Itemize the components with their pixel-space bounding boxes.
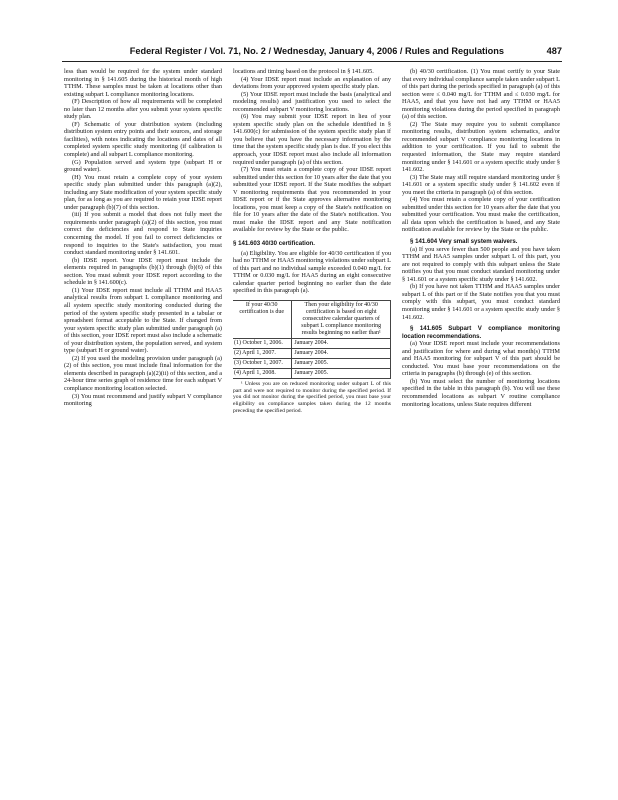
paragraph: (a) Your IDSE report must include your recommendations and justification for where and during what month(s) TTHM and HAA5 monitoring for subpart V of this part should be conducted. You must base your recommendations on the criteria in paragraphs (b) through (e) of this section. bbox=[402, 340, 560, 378]
column-2 bbox=[233, 68, 391, 768]
paragraph: (a) If you serve fewer than 500 people and you have taken TTHM and HAA5 samples under subpart L of this part, you are not required to comply with this subpart unless the State notifies you that you must conduct standard monitoring under § 141.601 or a system specific study under § 141.602. bbox=[402, 245, 560, 283]
column-3 bbox=[402, 68, 560, 768]
paragraph: (a) Eligibility. You are eligible for 40/30 certification if you had no TTHM or HAA5 monitoring violations under subpart L of this part and no individual sample exceeded 0.040 mg/L for TTHM or 0.030 mg/L for HAA5 during an eight consecutive calendar quarter period beginning no earlier than the date specified in this paragraph (a). bbox=[233, 249, 391, 295]
paragraph: (G) Population served and system type (subpart H or ground water). bbox=[64, 158, 222, 174]
paragraph: (F) Schematic of your distribution system (including distribution system entry points and their sources, and storage facilities), with notes indicating the locations and dates of all completed system specific study monitoring (if calibration is complete) and all subpart L compliance monitoring. bbox=[64, 120, 222, 159]
column-1 bbox=[64, 68, 222, 768]
paragraph: (4) You must retain a complete copy of your certification submitted under this section for 10 years after the date that you submitted your certification. You must make the certification, all data upon which the certification is based, and any State notification available for review by the State or the public. bbox=[402, 196, 560, 234]
paragraph: (F) Description of how all requirements will be completed no later than 12 months after you submit your system specific study plan. bbox=[64, 98, 222, 121]
table-row bbox=[233, 348, 391, 358]
header-rule bbox=[62, 61, 562, 62]
paragraph: (6) You may submit your IDSE report in lieu of your system specific study plan on the schedule identified in § 141.600(c) for submission of the system specific study plan if you believe that you have the necessary information by the time that the system specific study plan is due. If you elect this approach, your IDSE report must also include all information required under paragraph (a) of this section. bbox=[233, 113, 391, 166]
paragraph: (1) Your IDSE report must include all TTHM and HAA5 analytical results from subpart L compliance monitoring and all system specific study monitoring conducted during the period of the system specific study presented in a tabular or spreadsheet format acceptable to the State. If changed from your system specific study plan submitted under paragraph (a) of this section, your IDSE report must also include a schematic of your distribution system, the population served, and system type (subpart H or ground water). bbox=[64, 286, 222, 355]
paragraph: (b) 40/30 certification. (1) You must certify to your State that every individual compliance sample taken under subpart L of this part during the periods specified in paragraph (a) of this section were ≤ 0.040 mg/L for TTHM and ≤ 0.030 mg/L for HAA5, and that you have not had any TTHM or HAA5 monitoring violations during the period specified in paragraph (a) of this section. bbox=[402, 68, 560, 121]
table-header-cell: If your 40/30 certification is due bbox=[233, 300, 292, 338]
paragraph: (4) Your IDSE report must include an explanation of any deviations from your approved system specific study plan. bbox=[233, 75, 391, 91]
table-footnote: ¹ Unless you are on reduced monitoring under subpart L of this part and were not required to monitor during the specified period. If you did not monitor during the specified period, you must base your eligibility on compliance samples taken during the 12 months preceding the specified period. bbox=[233, 380, 391, 414]
table-cell: January 2005. bbox=[292, 358, 391, 368]
table-cell: (1) October 1, 2006. bbox=[233, 338, 292, 348]
page-number: 487 bbox=[546, 46, 562, 56]
section-heading: § 141.604 Very small system waivers. bbox=[410, 238, 518, 246]
paragraph: (3) The State may still require standard monitoring under § 141.601 or a system specific study under § 141.602 even if you meet the criteria in paragraph (a) of this section. bbox=[402, 173, 560, 196]
paragraph: (5) Your IDSE report must include the basis (analytical and modeling results) and justification you used to select the recommended subpart V monitoring locations. bbox=[233, 90, 391, 113]
certification-schedule-table bbox=[233, 300, 391, 379]
table-row bbox=[233, 368, 391, 378]
table-row bbox=[233, 338, 391, 348]
paragraph: less than would be required for the system under standard monitoring in § 141.605 during the historical month of high TTHM. These samples must be taken at locations other than existing subpart L compliance monitoring locations. bbox=[64, 68, 222, 98]
paragraph: (b) If you have not taken TTHM and HAA5 samples under subpart L of this part or if the State notifies you that you must comply with this subpart, you must conduct standard monitoring under § 141.601 or a system specific study under § 141.602. bbox=[402, 283, 560, 321]
paragraph: (b) IDSE report. Your IDSE report must include the elements required in paragraphs (b)(1) through (b)(6) of this section. You must submit your IDSE report according to the schedule in § 141.600(c). bbox=[64, 256, 222, 287]
section-heading: § 141.605 Subpart V compliance monitoring location recommendations. bbox=[402, 325, 560, 340]
table-cell: January 2005. bbox=[292, 368, 391, 378]
paragraph: (iii) If you submit a model that does not fully meet the requirements under paragraph (a)(2) of this section, you must correct the deficiencies and respond to State inquiries concerning the model. If you fail to correct deficiencies or respond to inquiries to the State's satisfaction, you must conduct standard monitoring under § 141.601. bbox=[64, 211, 222, 257]
paragraph: (7) You must retain a complete copy of your IDSE report submitted under this section for 10 years after the date that you submitted your IDSE report. If the State modifies the subpart V monitoring requirements that you recommended in your IDSE report or if the State approves alternative monitoring locations, you must keep a copy of the State's notification on file for 10 years after the date of the State's notification. You must make the IDSE report and any State notification available for review by the State or the public. bbox=[233, 166, 391, 234]
paragraph: locations and timing based on the protocol in § 141.605. bbox=[233, 68, 374, 75]
running-title: Federal Register / Vol. 71, No. 2 / Wednesday, January 4, 2006 / Rules and Regulations bbox=[129, 46, 504, 56]
table-cell: (3) October 1, 2007. bbox=[233, 358, 292, 368]
table-cell: January 2004. bbox=[292, 348, 391, 358]
section-heading: § 141.603 40/30 certification. bbox=[233, 240, 315, 248]
page-header bbox=[62, 46, 562, 60]
table-cell: (2) April 1, 2007. bbox=[233, 348, 292, 358]
paragraph: (3) You must recommend and justify subpart V compliance monitoring bbox=[64, 392, 222, 408]
paragraph: (H) You must retain a complete copy of your system specific study plan submitted under this paragraph (a)(2), including any State modification of your system specific study plan, for as long as you are required to retain your IDSE report under paragraph (b)(7) of this section. bbox=[64, 173, 222, 211]
table-cell: (4) April 1, 2008. bbox=[233, 368, 292, 378]
table-cell: January 2004. bbox=[292, 338, 391, 348]
table-header-row bbox=[233, 300, 391, 338]
table-row bbox=[233, 358, 391, 368]
table-header-cell: Then your eligibility for 40/30 certification is based on eight consecutive calendar quarters of subpart L compliance monitoring results beginning no earlier than¹ bbox=[292, 300, 391, 338]
paragraph: (2) The State may require you to submit compliance monitoring results, distribution system schematics, and/or recommended subpart V compliance monitoring locations in addition to your certification. If you fail to submit the requested information, the State may require standard monitoring under § 141.601 or a system specific study under § 141.602. bbox=[402, 120, 560, 174]
paragraph: (2) If you used the modeling provision under paragraph (a)(2) of this section, you must include final information for the elements described in paragraph (a)(2)(ii) of this section, and a 24-hour time series graph of residence time for each subpart V compliance monitoring location selected. bbox=[64, 354, 222, 392]
paragraph: (b) You must select the number of monitoring locations specified in the table in this paragraph (b). You will use these recommended locations as subpart V routine compliance monitoring locations, unless State requires different bbox=[402, 377, 560, 408]
